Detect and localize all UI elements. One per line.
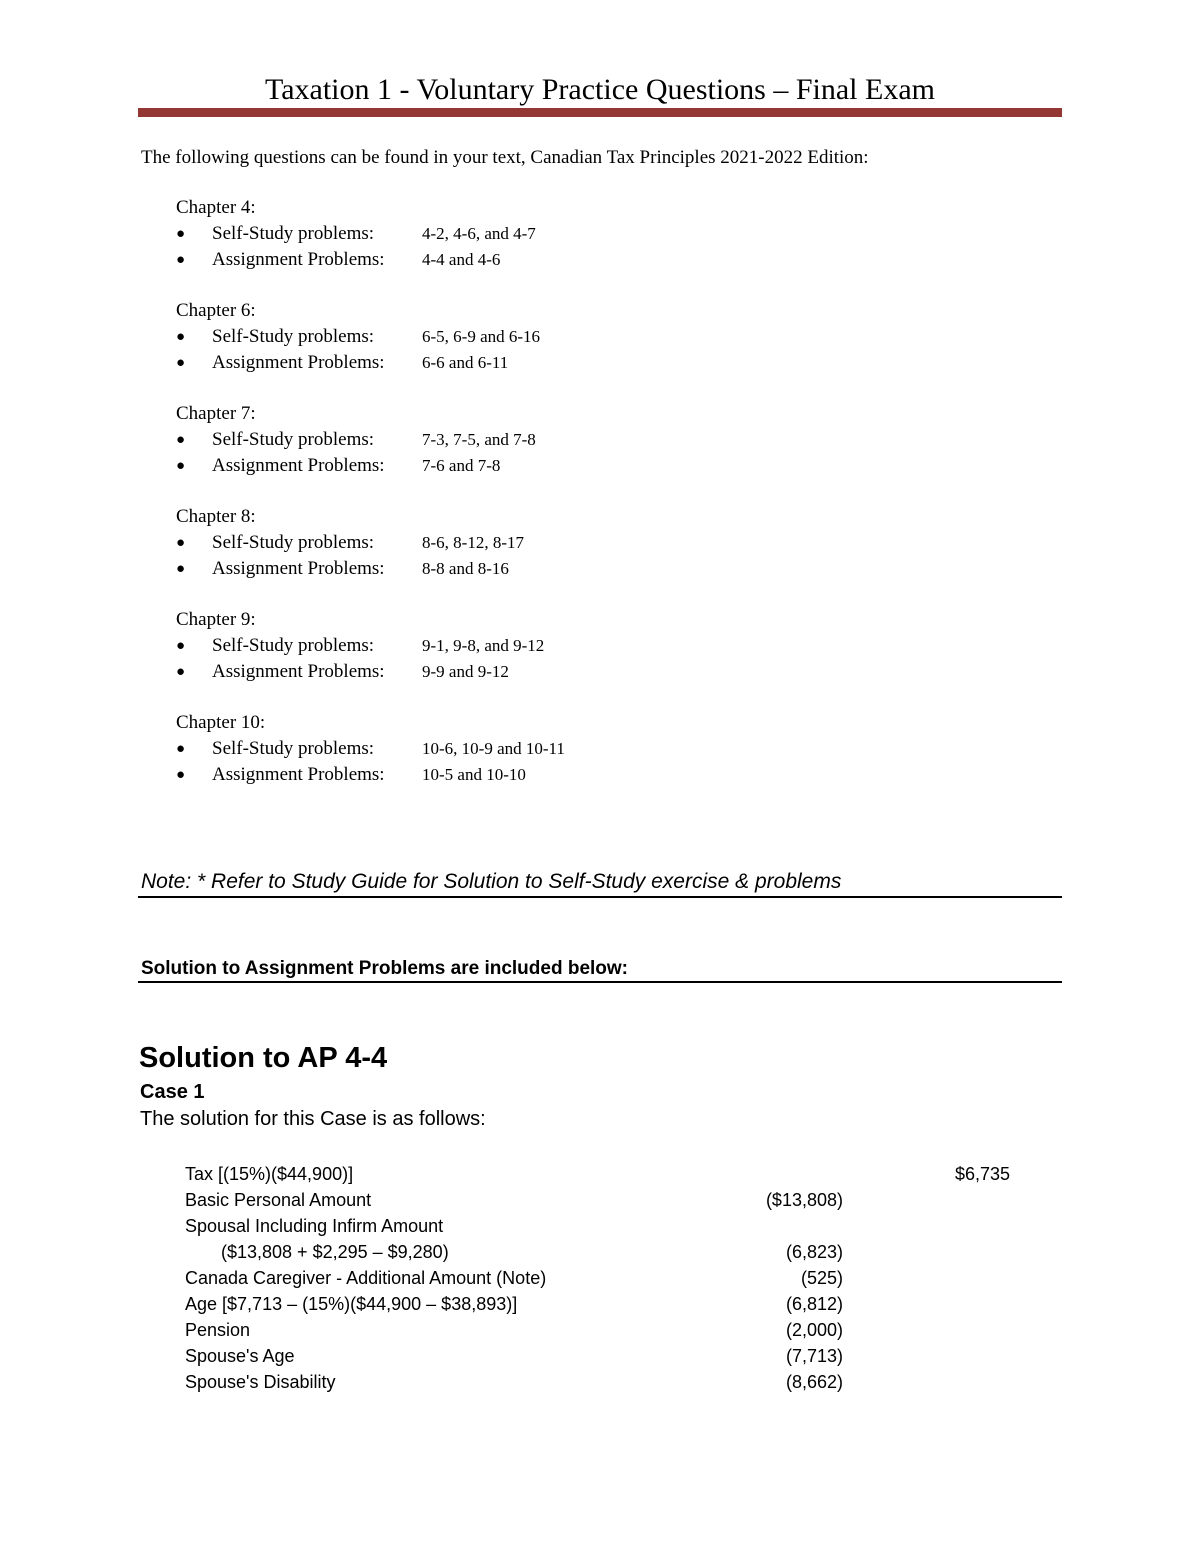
assignment-problems: 4-4 and 4-6: [422, 250, 501, 269]
self-study-label: Self-Study problems:: [212, 326, 375, 347]
list-item: [176, 350, 876, 376]
table-row: [185, 1213, 1045, 1239]
bullet-icon: ●: [176, 767, 186, 783]
case-intro: The solution for this Case is as follows:: [140, 1108, 486, 1130]
chapter-heading: Chapter 4:: [176, 197, 256, 218]
table-row: [185, 1265, 1045, 1291]
bullet-icon: ●: [176, 226, 186, 242]
chapter-10: [176, 710, 876, 788]
row-total: $6,735: [954, 1164, 1010, 1184]
bullet-icon: ●: [176, 664, 186, 680]
row-amount: (525): [800, 1268, 843, 1288]
table-row: [185, 1161, 1045, 1187]
list-item: [176, 427, 876, 453]
case-title: Case 1: [140, 1081, 205, 1103]
row-label: Age [$7,713 – (15%)($44,900 – $38,893)]: [185, 1294, 518, 1314]
list-item: [176, 633, 876, 659]
list-item: [176, 453, 876, 479]
solution-title: Solution to AP 4-4: [139, 1042, 388, 1074]
bullet-icon: ●: [176, 432, 186, 448]
list-item: [176, 530, 876, 556]
row-label: Spousal Including Infirm Amount: [185, 1216, 444, 1236]
self-study-label: Self-Study problems:: [212, 532, 375, 553]
row-amount: (7,713): [785, 1346, 843, 1366]
bullet-icon: ●: [176, 561, 186, 577]
row-amount: (6,823): [785, 1242, 843, 1262]
chapter-heading: Chapter 9:: [176, 609, 256, 630]
chapter-heading: Chapter 6:: [176, 300, 256, 321]
note-rule: [138, 896, 1062, 898]
row-amount: (6,812): [785, 1294, 843, 1314]
bullet-icon: ●: [176, 329, 186, 345]
assignment-label: Assignment Problems:: [212, 558, 385, 579]
self-study-label: Self-Study problems:: [212, 223, 375, 244]
tax-calculation: [185, 1161, 1045, 1395]
assignment-label: Assignment Problems:: [212, 764, 385, 785]
chapter-6: [176, 298, 876, 376]
self-study-problems: 4-2, 4-6, and 4-7: [422, 224, 536, 243]
self-study-problems: 7-3, 7-5, and 7-8: [422, 430, 536, 449]
row-label: Pension: [185, 1320, 251, 1340]
assignment-label: Assignment Problems:: [212, 352, 385, 373]
bullet-icon: ●: [176, 252, 186, 268]
title-rule: [138, 108, 1062, 117]
chapter-8: [176, 504, 876, 582]
assignment-problems: 7-6 and 7-8: [422, 456, 501, 475]
row-label: Spouse's Age: [185, 1346, 295, 1366]
list-item: [176, 247, 876, 273]
row-label: Spouse's Disability: [185, 1372, 336, 1392]
row-amount: (8,662): [785, 1372, 843, 1392]
list-item: [176, 762, 876, 788]
bullet-icon: ●: [176, 741, 186, 757]
chapter-4: [176, 195, 876, 273]
chapter-7: [176, 401, 876, 479]
assignment-problems: 10-5 and 10-10: [422, 765, 526, 784]
bullet-icon: ●: [176, 458, 186, 474]
self-study-label: Self-Study problems:: [212, 738, 375, 759]
row-amount: (2,000): [785, 1320, 843, 1340]
chapter-heading: Chapter 7:: [176, 403, 256, 424]
row-label: Canada Caregiver - Additional Amount (Note): [185, 1268, 547, 1288]
table-row: [185, 1187, 1045, 1213]
table-row: [185, 1291, 1045, 1317]
solutions-heading: Solution to Assignment Problems are included below:: [141, 958, 629, 979]
bullet-icon: ●: [176, 638, 186, 654]
chapter-heading: Chapter 8:: [176, 506, 256, 527]
assignment-label: Assignment Problems:: [212, 455, 385, 476]
table-row: [185, 1317, 1045, 1343]
self-study-label: Self-Study problems:: [212, 635, 375, 656]
assignment-label: Assignment Problems:: [212, 661, 385, 682]
list-item: [176, 736, 876, 762]
list-item: [176, 324, 876, 350]
study-guide-note: Note: * Refer to Study Guide for Solution to Self-Study exercise & problems: [141, 870, 842, 893]
row-label: Basic Personal Amount: [185, 1190, 372, 1210]
self-study-problems: 8-6, 8-12, 8-17: [422, 533, 524, 552]
assignment-problems: 6-6 and 6-11: [422, 353, 509, 372]
table-row: [185, 1343, 1045, 1369]
bullet-icon: ●: [176, 535, 186, 551]
self-study-problems: 10-6, 10-9 and 10-11: [422, 739, 565, 758]
row-label: Tax [(15%)($44,900)]: [185, 1164, 354, 1184]
list-item: [176, 221, 876, 247]
self-study-problems: 9-1, 9-8, and 9-12: [422, 636, 545, 655]
list-item: [176, 659, 876, 685]
list-item: [176, 556, 876, 582]
chapter-heading: Chapter 10:: [176, 712, 266, 733]
assignment-label: Assignment Problems:: [212, 249, 385, 270]
assignment-problems: 9-9 and 9-12: [422, 662, 509, 681]
chapter-9: [176, 607, 876, 685]
intro-text: The following questions can be found in your text, Canadian Tax Principles 2021-2022 Edition:: [141, 147, 869, 168]
row-amount: ($13,808): [765, 1190, 843, 1210]
assignment-problems: 8-8 and 8-16: [422, 559, 509, 578]
self-study-label: Self-Study problems:: [212, 429, 375, 450]
table-row: [185, 1369, 1045, 1395]
document-title: Taxation 1 - Voluntary Practice Questions – Final Exam: [264, 73, 935, 106]
chapter-list: [176, 195, 876, 813]
self-study-problems: 6-5, 6-9 and 6-16: [422, 327, 541, 346]
row-label: ($13,808 + $2,295 – $9,280): [221, 1242, 449, 1262]
solutions-rule: [138, 981, 1062, 983]
table-row: [185, 1239, 1045, 1265]
bullet-icon: ●: [176, 355, 186, 371]
